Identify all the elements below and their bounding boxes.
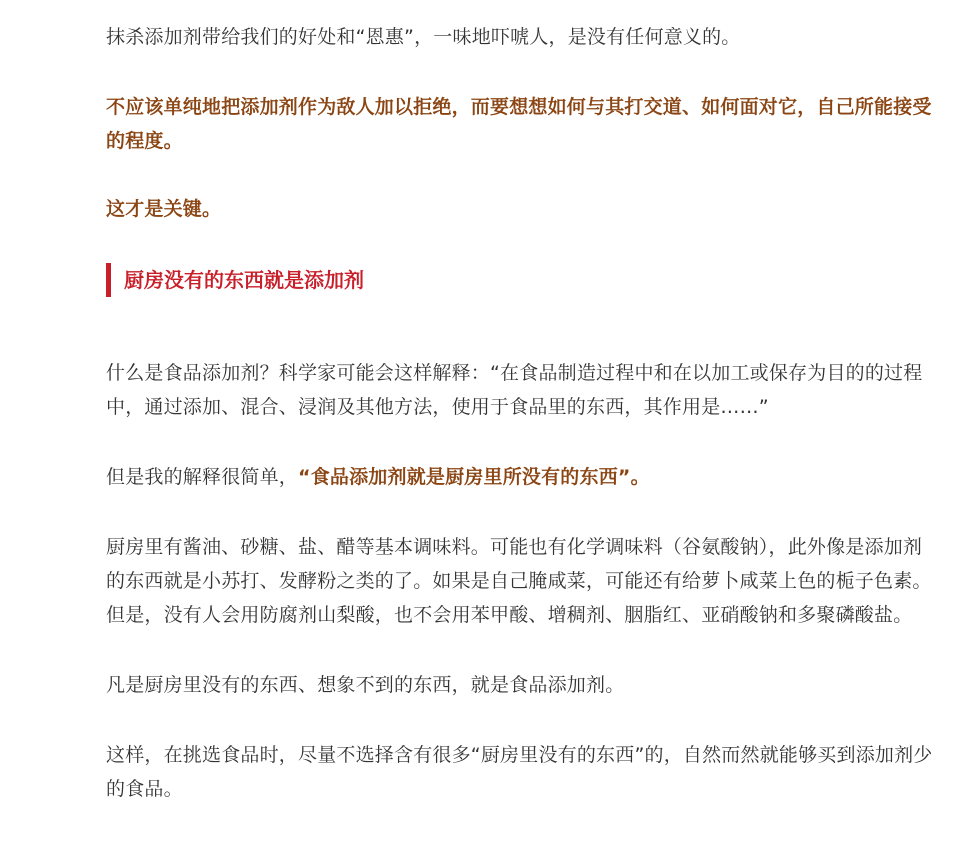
heading-accent-bar [106, 263, 111, 297]
explanation-prefix: 但是我的解释很简单， [106, 466, 299, 488]
explanation-emphasis: “食品添加剂就是厨房里所没有的东西”。 [298, 466, 650, 488]
paragraph-shopping-tip: 这样，在挑选食品时，尽量不选择含有很多“厨房里没有的东西”的，自然而然就能够买到添加剂少的食品。 [106, 744, 933, 800]
section-heading-text: 厨房没有的东西就是添加剂 [124, 268, 364, 292]
paragraph-rule: 凡是厨房里没有的东西、想象不到的东西，就是食品添加剂。 [106, 674, 625, 696]
section-heading [106, 262, 936, 298]
paragraph-definition: 什么是食品添加剂？科学家可能会这样解释：“在食品制造过程中和在以加工或保存为目的的过程中，通过添加、混合、浸润及其他方法，使用于食品里的东西，其作用是……” [106, 362, 923, 418]
paragraph-emphasis: 不应该单纯地把添加剂作为敌人加以拒绝，而要想想如何与其打交道、如何面对它，自己所能接受的程度。 [106, 96, 932, 152]
paragraph-intro: 抹杀添加剂带给我们的好处和“恩惠”，一味地吓唬人，是没有任何意义的。 [106, 26, 741, 48]
article-body [106, 20, 936, 806]
paragraph-kitchen-items: 厨房里有酱油、砂糖、盐、醋等基本调味料。可能也有化学调味料（谷氨酸钠），此外像是添加剂的东西就是小苏打、发酵粉之类的了。如果是自己腌咸菜，可能还有给萝卜咸菜上色的栀子色素。但是，没有人会用防腐剂山梨酸，也不会用苯甲酸、增稠剂、胭脂红、亚硝酸钠和多聚磷酸盐。 [106, 536, 932, 626]
paragraph-simple-explanation [106, 460, 936, 494]
paragraph-key-point: 这才是关键。 [106, 198, 222, 220]
